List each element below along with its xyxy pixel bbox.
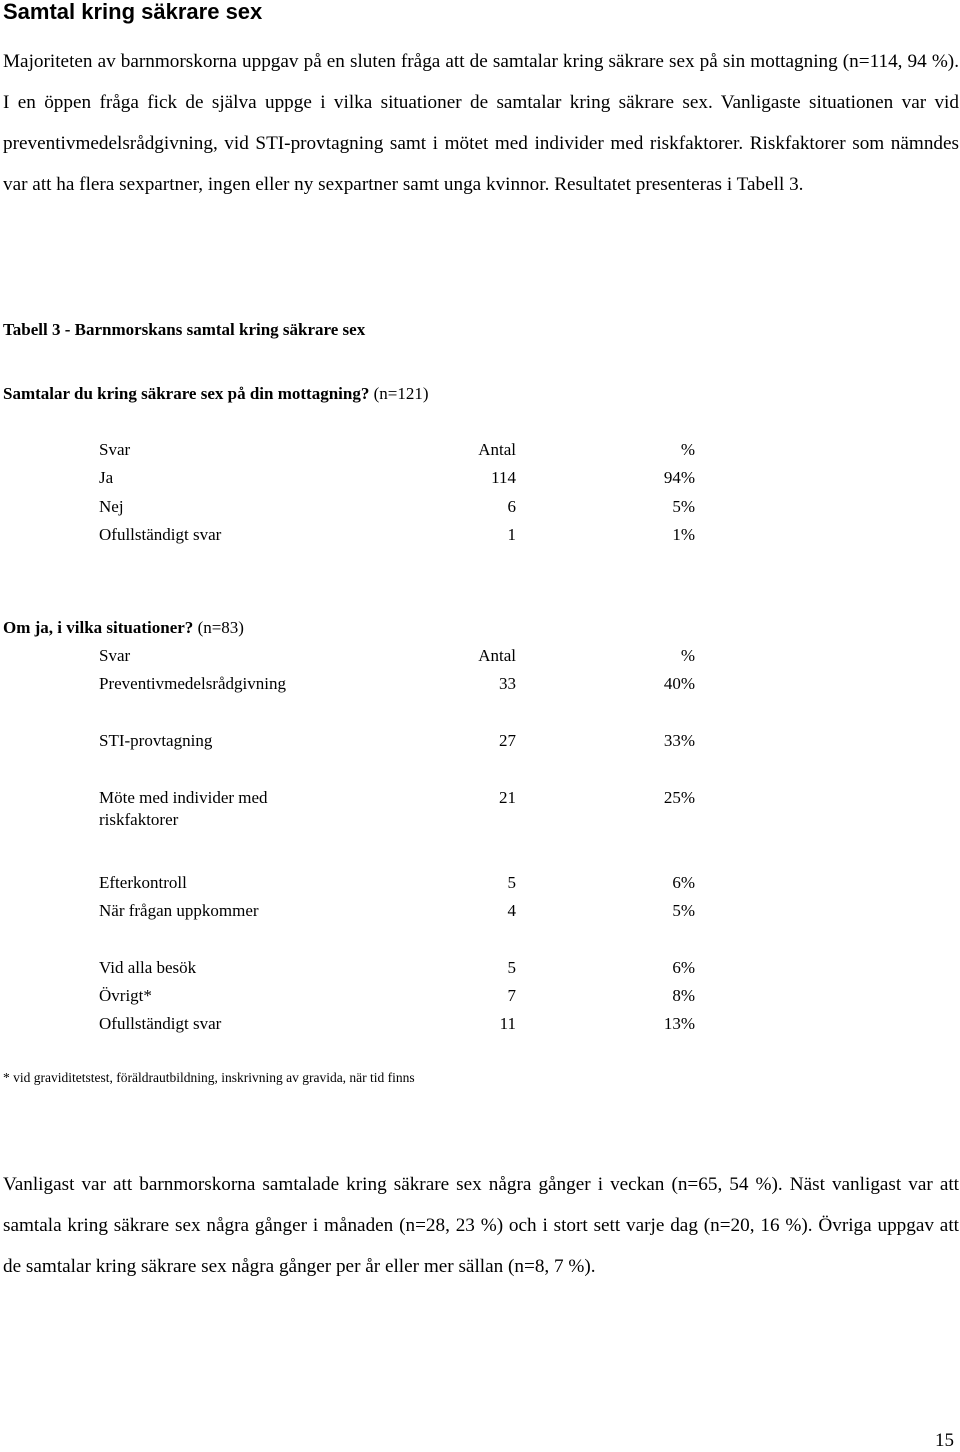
cell-pct: 6%: [672, 873, 695, 892]
cell-svar: Ofullständigt svar: [99, 1014, 222, 1033]
cell-svar: STI-provtagning: [99, 731, 213, 750]
cell-svar: Ja: [99, 468, 114, 487]
question-2: [3, 617, 244, 639]
cell-antal: 6: [507, 497, 516, 516]
cell-antal: 11: [499, 1014, 516, 1033]
cell-antal: 5: [507, 873, 516, 892]
header-pct: %: [680, 646, 695, 665]
question-2-n: (n=83): [197, 618, 244, 637]
cell-antal: 27: [499, 731, 516, 750]
header-antal: Antal: [478, 646, 516, 665]
question-1-text: Samtalar du kring säkrare sex på din mottagning?: [3, 384, 370, 403]
cell-pct: 25%: [663, 788, 695, 807]
cell-pct: 5%: [672, 901, 695, 920]
cell-pct: 6%: [672, 958, 695, 977]
section-heading: Samtal kring säkrare sex: [3, 0, 263, 24]
cell-antal: 4: [507, 901, 516, 920]
page-number: 15: [935, 1430, 954, 1451]
cell-svar: Efterkontroll: [99, 873, 187, 892]
cell-antal: 5: [507, 958, 516, 977]
question-2-text: Om ja, i vilka situationer?: [3, 618, 194, 637]
cell-pct: 33%: [663, 731, 695, 750]
cell-pct: 5%: [672, 497, 695, 516]
cell-antal: 7: [507, 986, 516, 1005]
summary-paragraph: Vanligast var att barnmorskorna samtalade kring säkrare sex några gånger i veckan (n=65, 54 %). Näst vanligast var att samtala kring säkrare sex några gånger i månaden (n=28, 23 %) och i stort sett varje dag (n=20, 16 %). Övriga uppgav att de samtalar kring säkrare sex några gånger per år eller mer sällan (n=8, 7 %).: [3, 1174, 959, 1277]
cell-svar: Vid alla besök: [99, 958, 197, 977]
header-svar: Svar: [99, 440, 131, 459]
cell-svar: Övrigt*: [99, 986, 152, 1005]
cell-pct: 1%: [672, 525, 695, 544]
cell-svar: Möte med individer med: [99, 788, 268, 807]
table-title: Tabell 3 - Barnmorskans samtal kring säkrare sex: [3, 320, 366, 339]
intro-paragraph: Majoriteten av barnmorskorna uppgav på en sluten fråga att de samtalar kring säkrare sex på sin mottagning (n=114, 94 %). I en öppen fråga fick de själva uppge i vilka situationer de samtalar kring säkrare sex. Vanligaste situationen var vid preventivmedelsrådgivning, vid STI-provtagning samt i mötet med individer med riskfaktorer. Riskfaktorer som nämndes var att ha flera sexpartner, ingen eller ny sexpartner samt unga kvinnor. Resultatet presenteras i Tabell 3.: [3, 51, 959, 195]
cell-pct: 8%: [672, 986, 695, 1005]
header-svar: Svar: [99, 646, 131, 665]
cell-pct: 13%: [663, 1014, 695, 1033]
cell-svar: Ofullständigt svar: [99, 525, 222, 544]
cell-antal: 114: [491, 468, 516, 487]
cell-antal: 33: [499, 674, 516, 693]
question-1-n: (n=121): [373, 384, 429, 403]
cell-svar: Preventivmedelsrådgivning: [99, 674, 286, 693]
cell-svar-line2: riskfaktorer: [99, 810, 179, 829]
cell-antal: 21: [499, 788, 516, 807]
cell-pct: 94%: [663, 468, 695, 487]
header-antal: Antal: [478, 440, 516, 459]
cell-svar: Nej: [99, 497, 124, 516]
cell-pct: 40%: [663, 674, 695, 693]
question-1: [3, 383, 429, 405]
cell-svar: När frågan uppkommer: [99, 901, 259, 920]
header-pct: %: [680, 440, 695, 459]
cell-antal: 1: [507, 525, 516, 544]
table-footnote: * vid graviditetstest, föräldrautbildning, inskrivning av gravida, när tid finns: [3, 1070, 415, 1085]
